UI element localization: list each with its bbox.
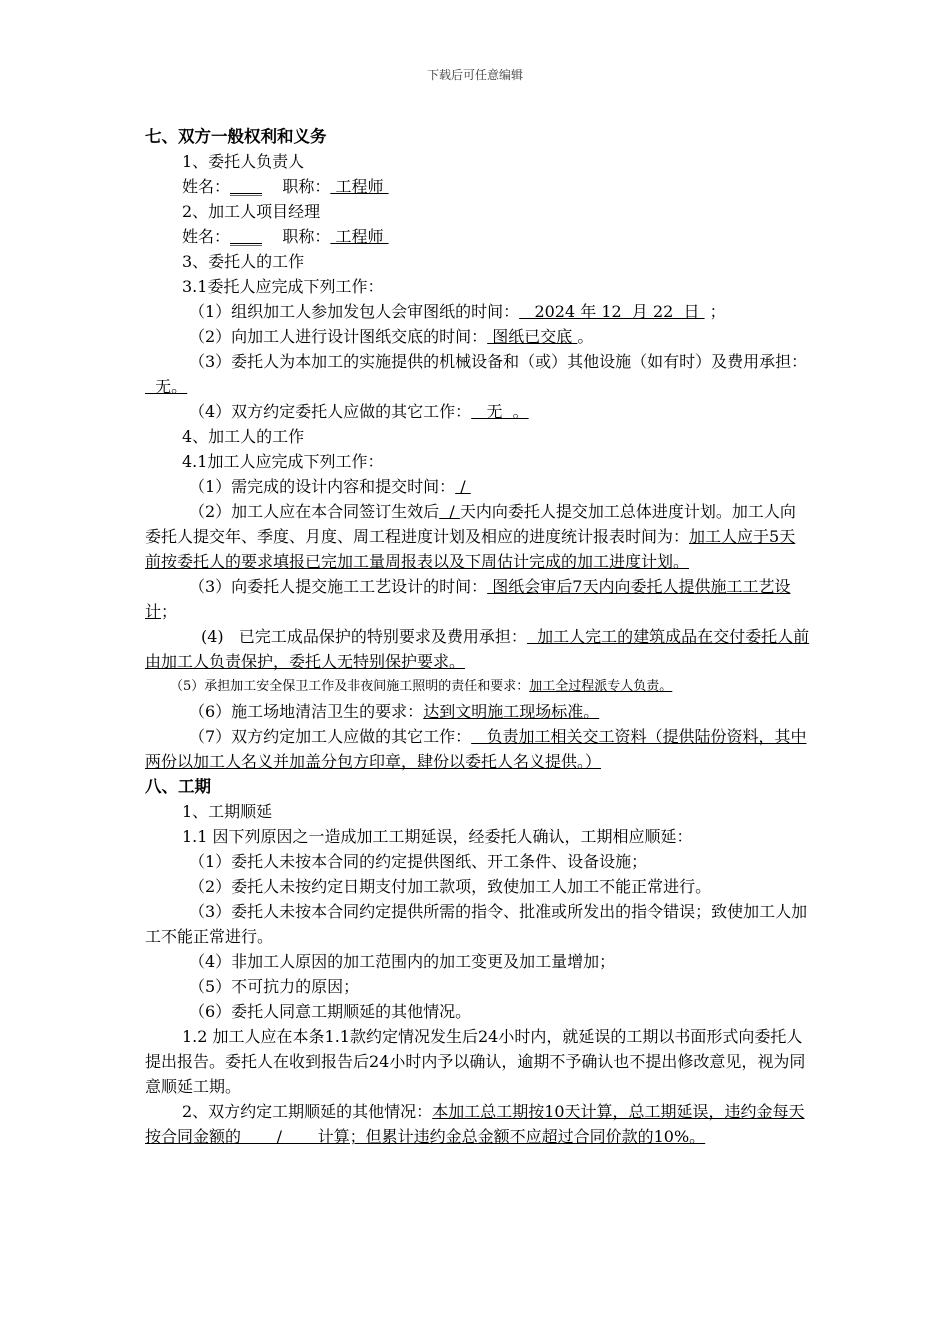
delay-reason-4: （4）非加工人原因的加工范围内的加工变更及加工量增加； (189, 952, 616, 971)
text: 2、双方约定工期顺延的其他情况： (182, 1102, 433, 1121)
value: 加工人完工的建筑成品在交付委托人前由加工人负责保护，委托人无特别保护要求。 (145, 627, 810, 671)
value: / (455, 477, 471, 496)
contractor-work-3 (145, 574, 810, 624)
contractor-work-2 (145, 499, 810, 574)
title-value: 工程师 (330, 227, 389, 246)
value: 加工人应于5天前按委托人的要求填报已完加工量周报表以及下周估计完成的加工进度计划。 (145, 527, 796, 571)
item-7-2: 2、加工人项目经理 (182, 202, 321, 221)
client-work-2 (145, 324, 810, 349)
delay-reason-3: （3）委托人未按本合同约定提供所需的指令、批准或所发出的指令错误；致使加工人加工不能正常进行。 (145, 902, 808, 946)
value: 无。 (145, 377, 188, 396)
text: （2）加工人应在本合同签订生效后 (189, 502, 440, 521)
item-7-1: 1、委托人负责人 (182, 152, 305, 171)
contractor-work-6 (145, 699, 810, 724)
section-8-title: 八、工期 (145, 777, 211, 796)
text: （5）承担加工安全保卫工作及非夜间施工照明的责任和要求： (170, 679, 530, 694)
value: 本加工总工期按10天计算，总工期延误，违约金每天按合同金额的 / 计算；但累计违约金总金额不应超过合同价款的10%。 (145, 1102, 805, 1146)
text: ； (161, 602, 178, 621)
item-8-1: 1、工期顺延 (182, 802, 273, 821)
contractor-work-5 (145, 674, 810, 699)
value: 达到文明施工现场标准。 (423, 702, 600, 721)
section-7-title: 七、双方一般权利和义务 (145, 127, 327, 146)
delay-reason-1: （1）委托人未按本合同的约定提供图纸、开工条件、设备设施； (189, 852, 648, 871)
client-lead-line (145, 174, 810, 199)
name-label: 姓名： (182, 177, 231, 196)
contractor-work-7 (145, 724, 810, 774)
client-work-1 (145, 299, 810, 324)
contractor-work-1 (145, 474, 810, 499)
text: （3）向委托人提交施工工艺设计的时间： (189, 577, 488, 596)
text: 天内向委托人提交加工总体进度计划。加工人向委托人提交年、季度、月度、周工程进度计划及相应的进度统计报表时间为： (145, 502, 796, 546)
page-header: 下载后可任意编辑 (426, 68, 523, 82)
text: （1）组织加工人参加发包人会审图纸的时间： (189, 302, 520, 321)
name-blank: ____ (230, 227, 263, 246)
value: 图纸已交底 (487, 327, 578, 346)
delay-reason-5: （5）不可抗力的原因； (189, 977, 360, 996)
item-3-1: 3.1委托人应完成下列工作： (182, 277, 384, 296)
client-work-4 (145, 399, 810, 424)
item-4-1: 4.1加工人应完成下列工作： (182, 452, 384, 471)
item-8-1-1: 1.1 因下列原因之一造成加工工期延误，经委托人确认，工期相应顺延： (182, 827, 693, 846)
name-label: 姓名： (182, 227, 231, 246)
text: 。 (577, 327, 594, 346)
value: 加工全过程派专人负责。 (529, 679, 673, 694)
name-blank: ____ (230, 177, 263, 196)
value: 图纸会审后7天内向委托人提供施工工艺设计 (145, 577, 791, 621)
date-value: 2024 年 12 月 22 日 (519, 302, 705, 321)
item-7-4: 4、加工人的工作 (182, 427, 305, 446)
text: （2）向加工人进行设计图纸交底的时间： (189, 327, 488, 346)
text: （7）双方约定加工人应做的其它工作： (189, 727, 472, 746)
title-label: 职称： (262, 227, 331, 246)
title-value: 工程师 (330, 177, 389, 196)
text: （6）施工场地清洁卫生的要求： (189, 702, 424, 721)
text: ； (704, 302, 726, 321)
value: 无 。 (471, 402, 529, 421)
text: （4）双方约定委托人应做的其它工作： (189, 402, 472, 421)
item-8-2 (145, 1099, 810, 1149)
title-label: 职称： (262, 177, 331, 196)
delay-reason-6: （6）委托人同意工期顺延的其他情况。 (189, 1002, 472, 1021)
delay-reason-2: （2）委托人未按约定日期支付加工款项，致使加工人加工不能正常进行。 (189, 877, 712, 896)
client-work-3 (145, 349, 810, 399)
text: （3）委托人为本加工的实施提供的机械设备和（或）其他设施（如有时）及费用承担： (189, 352, 808, 371)
value: / (439, 502, 460, 521)
item-7-3: 3、委托人的工作 (182, 252, 305, 271)
contractor-work-4 (145, 624, 810, 674)
document-body (145, 124, 810, 1149)
text: （1）需完成的设计内容和提交时间： (189, 477, 456, 496)
item-8-1-2: 1.2 加工人应在本条1.1款约定情况发生后24小时内，就延误的工期以书面形式向委托人提出报告。委托人在收到报告后24小时内予以确认，逾期不予确认也不提出修改意见，视为同意顺延工期。 (145, 1027, 806, 1096)
manager-line (145, 224, 810, 249)
text: (4) 已完工成品保护的特别要求及费用承担： (201, 627, 527, 646)
value: 负责加工相关交工资料（提供陆份资料，其中两份以加工人名义并加盖分包方印章，肆份以委托人名义提供。） (145, 727, 807, 771)
